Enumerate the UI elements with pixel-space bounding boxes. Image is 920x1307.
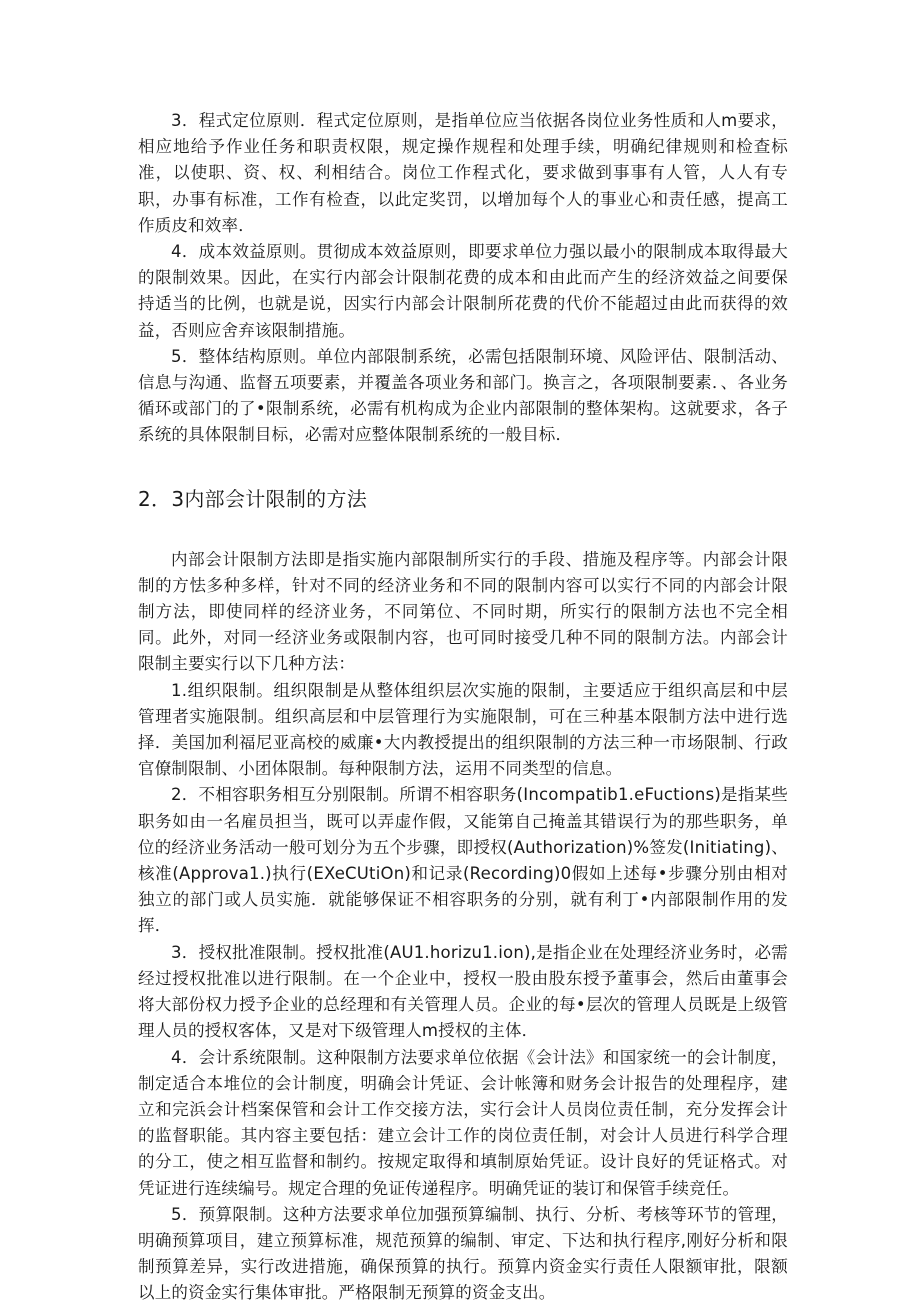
paragraph-incompatible-duties-separation: 2．不相容职务相互分别限制。所谓不相容职务(Incompatib1.eFuctions)是指某些职务如由一名雇员担当，既可以弄虚作假，又能第自己掩盖其错误行为的那些职务，单位的经济业务活动一般可划分为五个步骤，即授权(Authorization)%签发(Initiating)、核准(Approva1.)执行(EXeCUtiOn)和记录(Recording)0假如上述每•步骤分别由相对独立的部门或人员实施．就能够保证不相容职务的分别，就有利丁•内部限制作用的发挥． [138,785,788,936]
section-control-methods [138,547,788,1307]
paragraph-cost-benefit-principle: 4．成本效益原则。贯彻成本效益原则，即要求单位力强以最小的限制成本取得最大的限制效果。因此，在实行内部会计限制花费的成本和由此而产生的经济效益之间要保持适当的比例，也就是说，因实行内部会计限制所花费的代价不能超过由此而获得的效益，否则应舍弃该限制措施。 [138,242,788,340]
paragraph-overall-structure-principle: 5．整体结构原则。单位内部限制系统，必需包括限制环境、风险评估、限制活动、信息与沟通、监督五项要素，并覆盖各项业务和部门。换言之，各项限制要素．、各业务循环或部门的了•限制系统，必需有机构成为企业内部限制的整体架构。这就要求，各子系统的具体限制目标，必需对应整体限制系统的一般目标． [138,346,788,445]
document-page [138,108,788,1307]
paragraph-authorization-approval-control: 3．授权批准限制。授权批准(AU1.horizu1.ion),是指企业在处理经济业务时，必需经过授权批准以进行限制。在一个企业中，授权一股由股东授予董事会，然后由董事会将大部份权力授予企业的总经理和有关管理人员。企业的每•层次的管理人员既是上级管理人员的授权客体，又是对下级管理人m授权的主体． [138,942,788,1041]
paragraph-methods-intro: 内部会计限制方法即是指实施内部限制所实行的手段、措施及程序等。内部会计限制的方怯多种多样，针对不同的经济业务和不同的限制内容可以实行不同的内部会计限制方法，即使同样的经济业务，不同第位、不同时期，所实行的限制方法也不完全相同。此外，对同一经济业务或限制内容，也可同时接受几种不同的限制方法。内部会计限制主要实行以下几种方法： [138,549,788,674]
paragraph-accounting-system-control: 4．会计系统限制。这种限制方法要求单位依据《会计法》和国家统一的会计制度，制定适合本堆位的会计制度，明确会计凭证、会计帐簿和财务会计报告的处理程序，建立和完浜会计档案保管和会计工作交接方法，实行会计人员岗位责任制，充分发挥会计的监督职能。其内容主要包括：建立会计工作的岗位责任制，对会计人员进行科学合理的分工，使之相互监督和制约。按规定取得和填制原始凭证。设计良好的凭证格式。对凭证进行连续编号。规定合理的免证传递程序。明确凭证的装订和保管手续竞任。 [138,1047,788,1198]
paragraph-program-positioning-principle: 3．程式定位原则．程式定位原则，是指单位应当依据各岗位业务性质和人m要求，相应地给予作业任务和职责权限，规定操作规程和处理手续，明确纪律规则和检查标准，以使职、资、权、利相结合。岗位工作程式化，要求做到事事有人管，人人有专职，办事有标准，工作有检查，以此定奖罚，以增加每个人的事业心和责任感，提高工作质皮和效率． [138,111,788,235]
paragraph-budget-control: 5．预算限制。这种方法要求单位加强预算编制、执行、分析、考核等环节的管理，明确预算项目，建立预算标准，规范预算的编制、审定、下达和执行程序,刚好分析和限制预算差异，实行改进措施，确保预算的执行。预算内资金实行责任人限额审批，限额以上的资金实行集体审批。严格限制无预算的资金支出。 [138,1204,788,1303]
section-principles-continued [138,108,788,449]
paragraph-organizational-control: 1.组织限制。组织限制是从整体组织层次实施的限制，主要适应于组织高层和中层管理者实施限制。组织高层和中层管理行为实施限制，可在三种基本限制方法中进行选择．美国加利福尼亚高校的威廉•大内教授提出的组织限制的方法三种一市场限制、行政官僚制限制、小团体限制。每种限制方法，运用不同类型的信息。 [138,680,788,779]
section-heading: 2．3内部会计限制的方法 [138,486,368,511]
